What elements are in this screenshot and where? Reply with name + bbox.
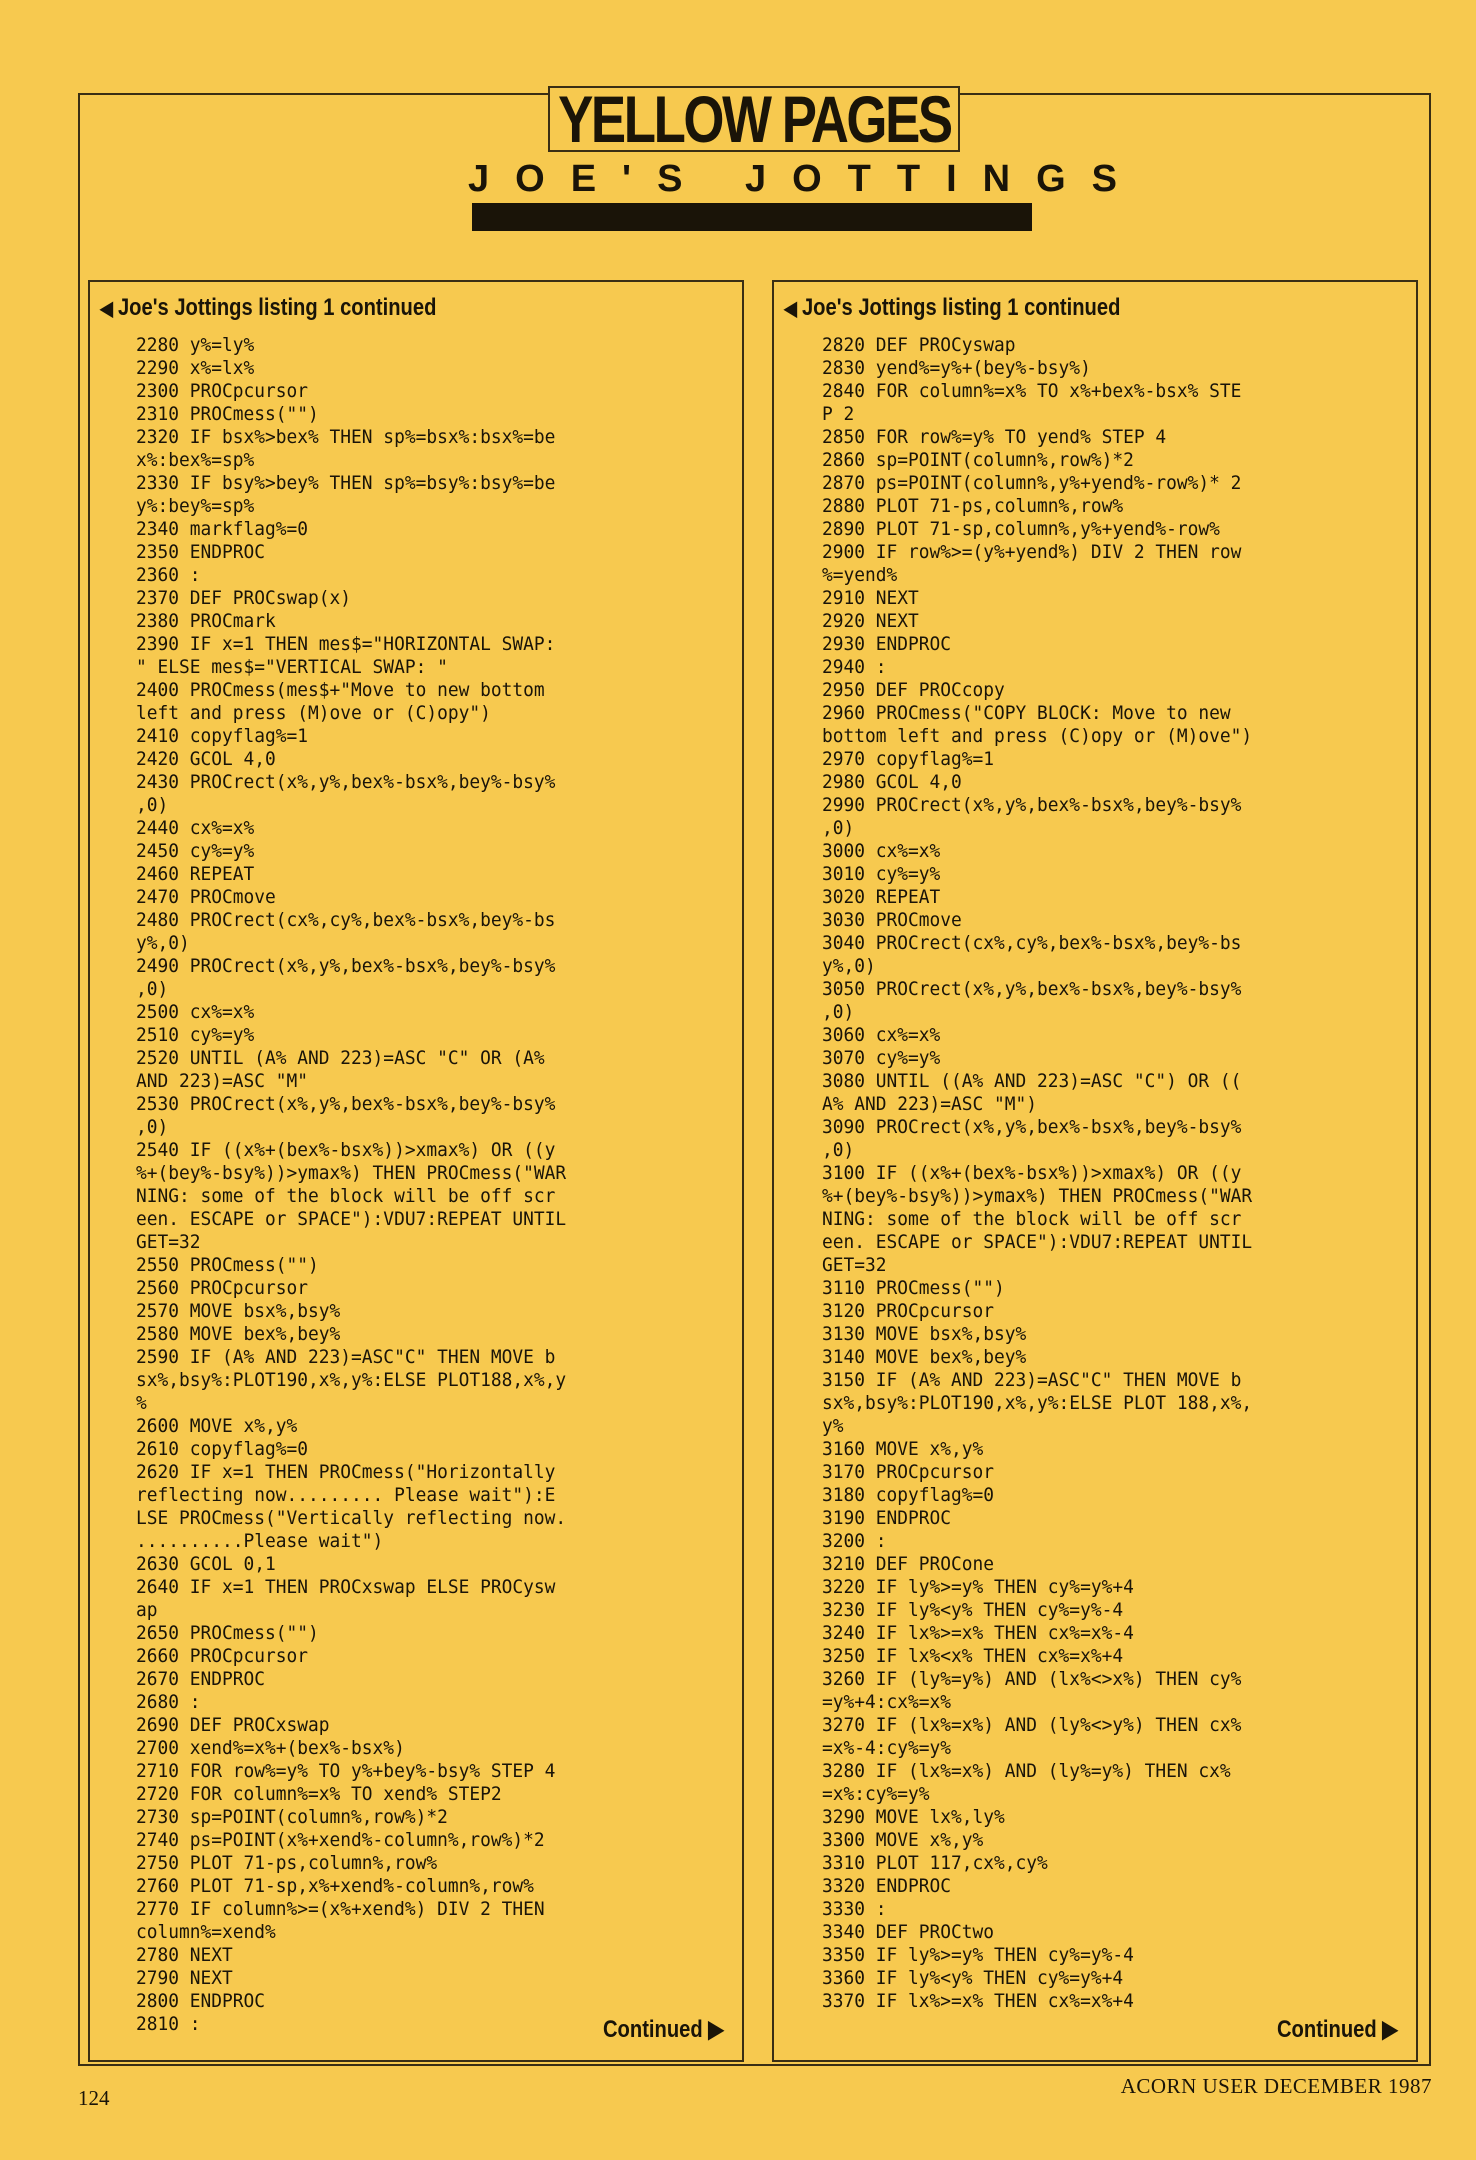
panel-heading-text: Joe's Jottings listing 1 continued — [801, 294, 1121, 321]
code-line: 3330 : — [822, 1898, 887, 1920]
code-line: 3250 IF lx%<x% THEN cx%=x%+4 — [822, 1645, 1124, 1667]
code-line: 3320 ENDPROC — [822, 1875, 952, 1897]
code-line: 2570 MOVE bsx%,bsy% — [136, 1300, 341, 1322]
code-line: 3240 IF lx%>=x% THEN cx%=x%-4 — [822, 1622, 1134, 1644]
code-line: een. ESCAPE or SPACE"):VDU7:REPEAT UNTIL — [136, 1208, 567, 1230]
continued-label: Continued ▶ — [603, 2016, 724, 2043]
code-line: 2590 IF (A% AND 223)=ASC"C" THEN MOVE b — [136, 1346, 556, 1368]
code-line: 3060 cx%=x% — [822, 1024, 941, 1046]
code-line: y%,0) — [136, 932, 190, 954]
code-line: 2320 IF bsx%>bex% THEN sp%=bsx%:bsx%=be — [136, 426, 556, 448]
code-line: 2280 y%=ly% — [136, 334, 255, 356]
code-line: 2730 sp=POINT(column%,row%)*2 — [136, 1806, 448, 1828]
code-line: 2890 PLOT 71-sp,column%,y%+yend%-row% — [822, 518, 1220, 540]
code-line: ,0) — [136, 794, 169, 816]
code-line: 2610 copyflag%=0 — [136, 1438, 309, 1460]
code-line: 2460 REPEAT — [136, 863, 255, 885]
code-line: 2970 copyflag%=1 — [822, 748, 995, 770]
code-line: 2990 PROCrect(x%,y%,bex%-bsx%,bey%-bsy% — [822, 794, 1242, 816]
masthead-title: YELLOW PAGES — [557, 82, 951, 156]
listing-panel-right — [772, 280, 1418, 2062]
code-line: 2440 cx%=x% — [136, 817, 255, 839]
code-line: 2940 : — [822, 656, 887, 678]
code-line: 2430 PROCrect(x%,y%,bex%-bsx%,bey%-bsy% — [136, 771, 556, 793]
panel-heading — [100, 290, 436, 326]
code-line: 2360 : — [136, 564, 201, 586]
code-listing — [136, 334, 566, 2036]
code-line: 2350 ENDPROC — [136, 541, 266, 563]
code-line: %=yend% — [822, 564, 898, 586]
code-line: 3300 MOVE x%,y% — [822, 1829, 984, 1851]
code-line: 3340 DEF PROCtwo — [822, 1921, 995, 1943]
listing-panel-left — [88, 280, 744, 2062]
code-line: A% AND 223)=ASC "M") — [822, 1093, 1038, 1115]
code-line: 2830 yend%=y%+(bey%-bsy%) — [822, 357, 1091, 379]
code-line: " ELSE mes$="VERTICAL SWAP: " — [136, 656, 448, 678]
left-arrow-icon: ◀ — [784, 298, 797, 320]
code-line: 2510 cy%=y% — [136, 1024, 255, 1046]
code-line: 2980 GCOL 4,0 — [822, 771, 962, 793]
code-line: 2390 IF x=1 THEN mes$="HORIZONTAL SWAP: — [136, 633, 556, 655]
code-line: 2850 FOR row%=y% TO yend% STEP 4 — [822, 426, 1167, 448]
code-line: y% — [822, 1415, 844, 1437]
code-line: 3220 IF ly%>=y% THEN cy%=y%+4 — [822, 1576, 1134, 1598]
code-line: 2580 MOVE bex%,bey% — [136, 1323, 341, 1345]
code-line: ,0) — [822, 1001, 855, 1023]
code-line: 2760 PLOT 71-sp,x%+xend%-column%,row% — [136, 1875, 534, 1897]
code-line: 2740 ps=POINT(x%+xend%-column%,row%)*2 — [136, 1829, 545, 1851]
code-line: 3020 REPEAT — [822, 886, 941, 908]
code-line: 2540 IF ((x%+(bex%-bsx%))>xmax%) OR ((y — [136, 1139, 556, 1161]
code-line: 2750 PLOT 71-ps,column%,row% — [136, 1852, 438, 1874]
code-line: 2630 GCOL 0,1 — [136, 1553, 276, 1575]
code-line: 2670 ENDPROC — [136, 1668, 266, 1690]
code-line: 2800 ENDPROC — [136, 1990, 266, 2012]
code-line: % — [136, 1392, 147, 1414]
code-line: y%,0) — [822, 955, 876, 977]
code-line: 2900 IF row%>=(y%+yend%) DIV 2 THEN row — [822, 541, 1242, 563]
code-line: 2400 PROCmess(mes$+"Move to new bottom — [136, 679, 545, 701]
code-line: y%:bey%=sp% — [136, 495, 255, 517]
code-line: ..........Please wait") — [136, 1530, 384, 1552]
code-line: 2920 NEXT — [822, 610, 919, 632]
code-line: 3270 IF (lx%=x%) AND (ly%<>y%) THEN cx% — [822, 1714, 1242, 1736]
code-line: 2810 : — [136, 2013, 201, 2035]
code-line: NING: some of the block will be off scr — [136, 1185, 556, 1207]
code-line: 2290 x%=lx% — [136, 357, 255, 379]
page-number: 124 — [78, 2086, 110, 2110]
code-line: %+(bey%-bsy%))>ymax%) THEN PROCmess("WAR — [136, 1162, 567, 1184]
code-line: reflecting now......... Please wait"):E — [136, 1484, 556, 1506]
code-line: sx%,bsy%:PLOT190,x%,y%:ELSE PLOT 188,x%, — [822, 1392, 1253, 1414]
code-line: =x%:cy%=y% — [822, 1783, 930, 1805]
code-line: 2860 sp=POINT(column%,row%)*2 — [822, 449, 1134, 471]
code-line: 2450 cy%=y% — [136, 840, 255, 862]
code-line: 2620 IF x=1 THEN PROCmess("Horizontally — [136, 1461, 556, 1483]
code-line: ,0) — [136, 978, 169, 1000]
code-line: 2820 DEF PROCyswap — [822, 334, 1016, 356]
code-line: 3190 ENDPROC — [822, 1507, 952, 1529]
code-line: 2600 MOVE x%,y% — [136, 1415, 298, 1437]
code-line: 2950 DEF PROCcopy — [822, 679, 1005, 701]
code-line: 3150 IF (A% AND 223)=ASC"C" THEN MOVE b — [822, 1369, 1242, 1391]
code-line: 3360 IF ly%<y% THEN cy%=y%+4 — [822, 1967, 1124, 1989]
code-line: left and press (M)ove or (C)opy") — [136, 702, 491, 724]
code-line: 2420 GCOL 4,0 — [136, 748, 276, 770]
panel-heading-text: Joe's Jottings listing 1 continued — [117, 294, 437, 321]
code-line: 3260 IF (ly%=y%) AND (lx%<>x%) THEN cy% — [822, 1668, 1242, 1690]
code-line: 2370 DEF PROCswap(x) — [136, 587, 352, 609]
code-line: bottom left and press (C)opy or (M)ove") — [822, 725, 1253, 747]
code-line: 2690 DEF PROCxswap — [136, 1714, 330, 1736]
code-line: 2870 ps=POINT(column%,y%+yend%-row%)* 2 — [822, 472, 1242, 494]
code-line: 2960 PROCmess("COPY BLOCK: Move to new — [822, 702, 1231, 724]
code-line: 3210 DEF PROCone — [822, 1553, 995, 1575]
code-line: 3050 PROCrect(x%,y%,bex%-bsx%,bey%-bsy% — [822, 978, 1242, 1000]
code-line: 2300 PROCpcursor — [136, 380, 309, 402]
code-line: 2790 NEXT — [136, 1967, 233, 1989]
code-line: 2380 PROCmark — [136, 610, 276, 632]
code-line: 2840 FOR column%=x% TO x%+bex%-bsx% STE — [822, 380, 1242, 402]
subtitle-bar — [472, 203, 1032, 231]
code-line: 2780 NEXT — [136, 1944, 233, 1966]
code-line: 2480 PROCrect(cx%,cy%,bex%-bsx%,bey%-bs — [136, 909, 556, 931]
code-line: 3370 IF lx%>=x% THEN cx%=x%+4 — [822, 1990, 1134, 2012]
code-line: sx%,bsy%:PLOT190,x%,y%:ELSE PLOT188,x%,y — [136, 1369, 567, 1391]
code-line: x%:bex%=sp% — [136, 449, 255, 471]
code-line: 3130 MOVE bsx%,bsy% — [822, 1323, 1027, 1345]
code-line: =y%+4:cx%=x% — [822, 1691, 952, 1713]
code-line: 3230 IF ly%<y% THEN cy%=y%-4 — [822, 1599, 1124, 1621]
code-line: ,0) — [822, 817, 855, 839]
code-line: %+(bey%-bsy%))>ymax%) THEN PROCmess("WAR — [822, 1185, 1253, 1207]
section-subtitle: JOE'S JOTTINGS — [468, 158, 1143, 200]
code-line: 2880 PLOT 71-ps,column%,row% — [822, 495, 1124, 517]
code-line: 2770 IF column%>=(x%+xend%) DIV 2 THEN — [136, 1898, 545, 1920]
code-line: 3100 IF ((x%+(bex%-bsx%))>xmax%) OR ((y — [822, 1162, 1242, 1184]
continued-label: Continued ▶ — [1277, 2016, 1398, 2043]
code-line: 3030 PROCmove — [822, 909, 962, 931]
code-line: een. ESCAPE or SPACE"):VDU7:REPEAT UNTIL — [822, 1231, 1253, 1253]
code-line: 2550 PROCmess("") — [136, 1254, 319, 1276]
code-line: 3010 cy%=y% — [822, 863, 941, 885]
code-line: 3200 : — [822, 1530, 887, 1552]
code-line: 2660 PROCpcursor — [136, 1645, 309, 1667]
code-line: 3080 UNTIL ((A% AND 223)=ASC "C") OR (( — [822, 1070, 1242, 1092]
code-line: 3280 IF (lx%=x%) AND (ly%=y%) THEN cx% — [822, 1760, 1231, 1782]
code-line: 3350 IF ly%>=y% THEN cy%=y%-4 — [822, 1944, 1134, 1966]
code-listing — [822, 334, 1252, 2013]
code-line: 3170 PROCpcursor — [822, 1461, 995, 1483]
code-line: 3290 MOVE lx%,ly% — [822, 1806, 1005, 1828]
issue-info: ACORN USER DECEMBER 1987 — [1120, 2074, 1432, 2098]
code-line: 2330 IF bsy%>bey% THEN sp%=bsy%:bsy%=be — [136, 472, 556, 494]
code-line: 2500 cx%=x% — [136, 1001, 255, 1023]
code-line: 2410 copyflag%=1 — [136, 725, 309, 747]
code-line: 2470 PROCmove — [136, 886, 276, 908]
code-line: ,0) — [822, 1139, 855, 1161]
left-arrow-icon: ◀ — [100, 298, 113, 320]
code-line: column%=xend% — [136, 1921, 276, 1943]
code-line: 2650 PROCmess("") — [136, 1622, 319, 1644]
code-line: 3310 PLOT 117,cx%,cy% — [822, 1852, 1048, 1874]
masthead — [548, 82, 960, 156]
code-line: 2560 PROCpcursor — [136, 1277, 309, 1299]
code-line: 3040 PROCrect(cx%,cy%,bex%-bsx%,bey%-bs — [822, 932, 1242, 954]
code-line: LSE PROCmess("Vertically reflecting now. — [136, 1507, 567, 1529]
code-line: 2710 FOR row%=y% TO y%+bey%-bsy% STEP 4 — [136, 1760, 556, 1782]
code-line: 3180 copyflag%=0 — [822, 1484, 995, 1506]
code-line: 2700 xend%=x%+(bex%-bsx%) — [136, 1737, 405, 1759]
code-line: AND 223)=ASC "M" — [136, 1070, 309, 1092]
code-line: 2930 ENDPROC — [822, 633, 952, 655]
code-line: ,0) — [136, 1116, 169, 1138]
code-line: 3000 cx%=x% — [822, 840, 941, 862]
code-line: 2310 PROCmess("") — [136, 403, 319, 425]
panel-heading — [784, 290, 1120, 326]
code-line: NING: some of the block will be off scr — [822, 1208, 1242, 1230]
code-line: 3140 MOVE bex%,bey% — [822, 1346, 1027, 1368]
code-line: 2640 IF x=1 THEN PROCxswap ELSE PROCysw — [136, 1576, 556, 1598]
code-line: 2680 : — [136, 1691, 201, 1713]
code-line: 2340 markflag%=0 — [136, 518, 309, 540]
code-line: 2910 NEXT — [822, 587, 919, 609]
code-line: 3070 cy%=y% — [822, 1047, 941, 1069]
code-line: ap — [136, 1599, 158, 1621]
code-line: =x%-4:cy%=y% — [822, 1737, 952, 1759]
code-line: 2490 PROCrect(x%,y%,bex%-bsx%,bey%-bsy% — [136, 955, 556, 977]
code-line: 2720 FOR column%=x% TO xend% STEP2 — [136, 1783, 502, 1805]
code-line: GET=32 — [136, 1231, 201, 1253]
code-line: P 2 — [822, 403, 855, 425]
code-line: 3120 PROCpcursor — [822, 1300, 995, 1322]
code-line: 3110 PROCmess("") — [822, 1277, 1005, 1299]
code-line: 2530 PROCrect(x%,y%,bex%-bsx%,bey%-bsy% — [136, 1093, 556, 1115]
code-line: 2520 UNTIL (A% AND 223)=ASC "C" OR (A% — [136, 1047, 545, 1069]
code-line: GET=32 — [822, 1254, 887, 1276]
code-line: 3090 PROCrect(x%,y%,bex%-bsx%,bey%-bsy% — [822, 1116, 1242, 1138]
code-line: 3160 MOVE x%,y% — [822, 1438, 984, 1460]
